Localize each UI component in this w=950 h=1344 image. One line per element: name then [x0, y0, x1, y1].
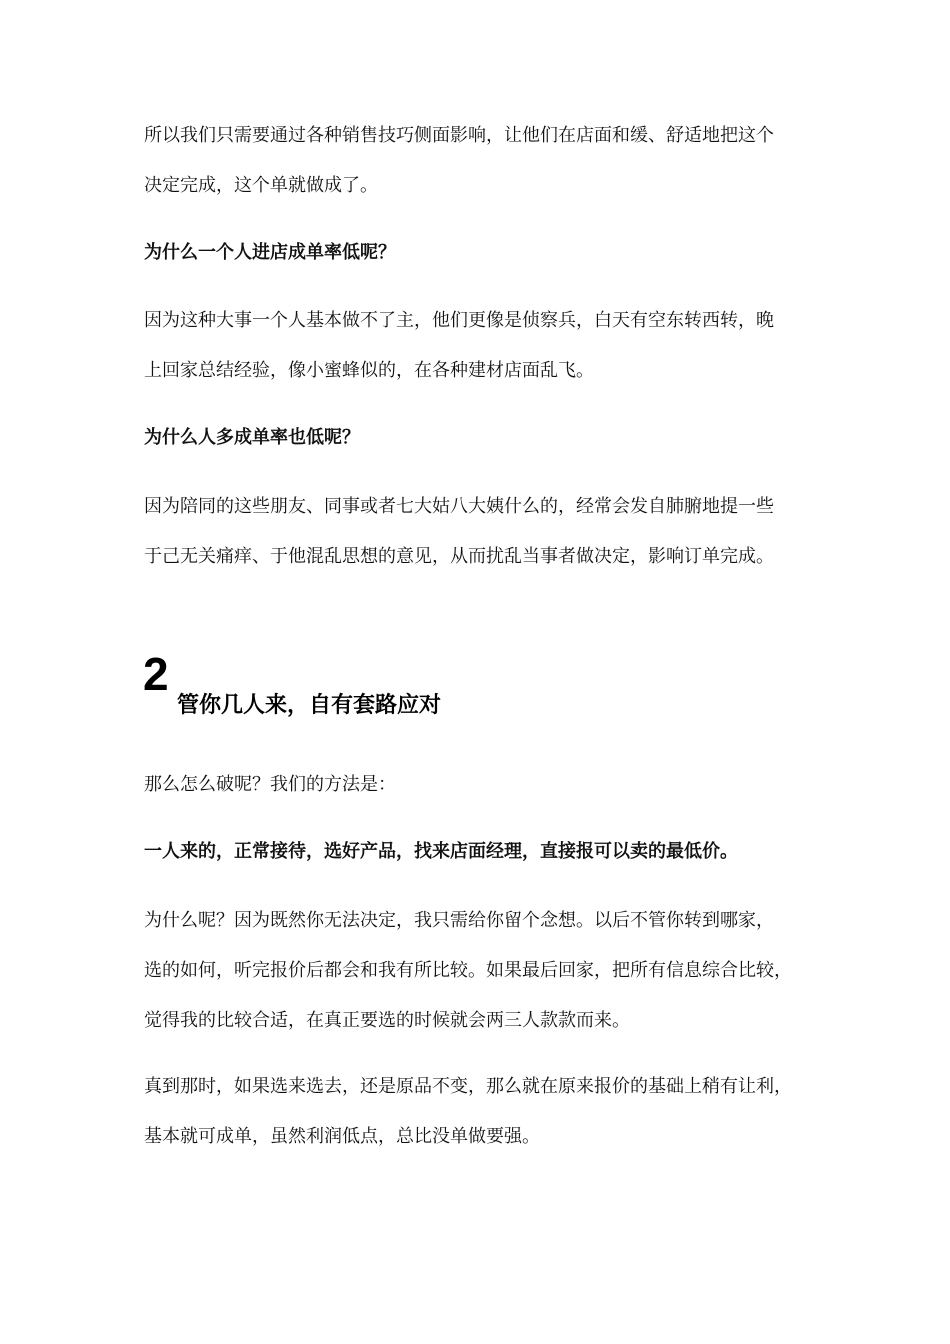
text-line: 因为这种大事一个人基本做不了主，他们更像是侦察兵，白天有空东转西转，晚 — [144, 310, 774, 331]
heading-single-visitor-method: 一人来的，正常接待，选好产品，找来店面经理，直接报可以卖的最低价。 — [144, 841, 738, 862]
text-line: 为什么呢？因为既然你无法决定，我只需给你留个念想。以后不管你转到哪家， — [144, 910, 774, 931]
paragraph-group-visitors-reason — [144, 482, 816, 582]
text-line: 决定完成，这个单就做成了。 — [144, 175, 378, 196]
section-number: 2 — [143, 648, 169, 700]
text-line: 选的如何，听完报价后都会和我有所比较。如果最后回家，把所有信息综合比较， — [144, 960, 792, 981]
text-line: 觉得我的比较合适，在真正要选的时候就会两三人款款而来。 — [144, 1010, 630, 1031]
paragraph-sales-influence — [144, 111, 816, 211]
text-line: 基本就可成单，虽然利润低点，总比没单做要强。 — [144, 1126, 540, 1147]
text-line: 真到那时，如果选来选去，还是原品不变，那么就在原来报价的基础上稍有让利， — [144, 1076, 792, 1097]
paragraph-method-intro — [144, 760, 816, 810]
paragraph-final-offer — [144, 1062, 816, 1162]
paragraph-method-reason — [144, 896, 816, 1046]
text-line: 上回家总结经验，像小蜜蜂似的，在各种建材店面乱飞。 — [144, 360, 594, 381]
text-line: 那么怎么破呢？我们的方法是： — [144, 774, 396, 795]
text-line: 于己无关痛痒、于他混乱思想的意见，从而扰乱当事者做决定，影响订单完成。 — [144, 546, 774, 567]
section-title: 管你几人来，自有套路应对 — [177, 693, 442, 718]
heading-group-visitors: 为什么人多成单率也低呢？ — [144, 427, 360, 448]
text-line: 因为陪同的这些朋友、同事或者七大姑八大姨什么的，经常会发自肺腑地提一些 — [144, 496, 774, 517]
text-line: 所以我们只需要通过各种销售技巧侧面影响，让他们在店面和缓、舒适地把这个 — [144, 125, 774, 146]
heading-single-visitor: 为什么一个人进店成单率低呢？ — [144, 242, 396, 263]
paragraph-single-visitor-reason — [144, 296, 816, 396]
